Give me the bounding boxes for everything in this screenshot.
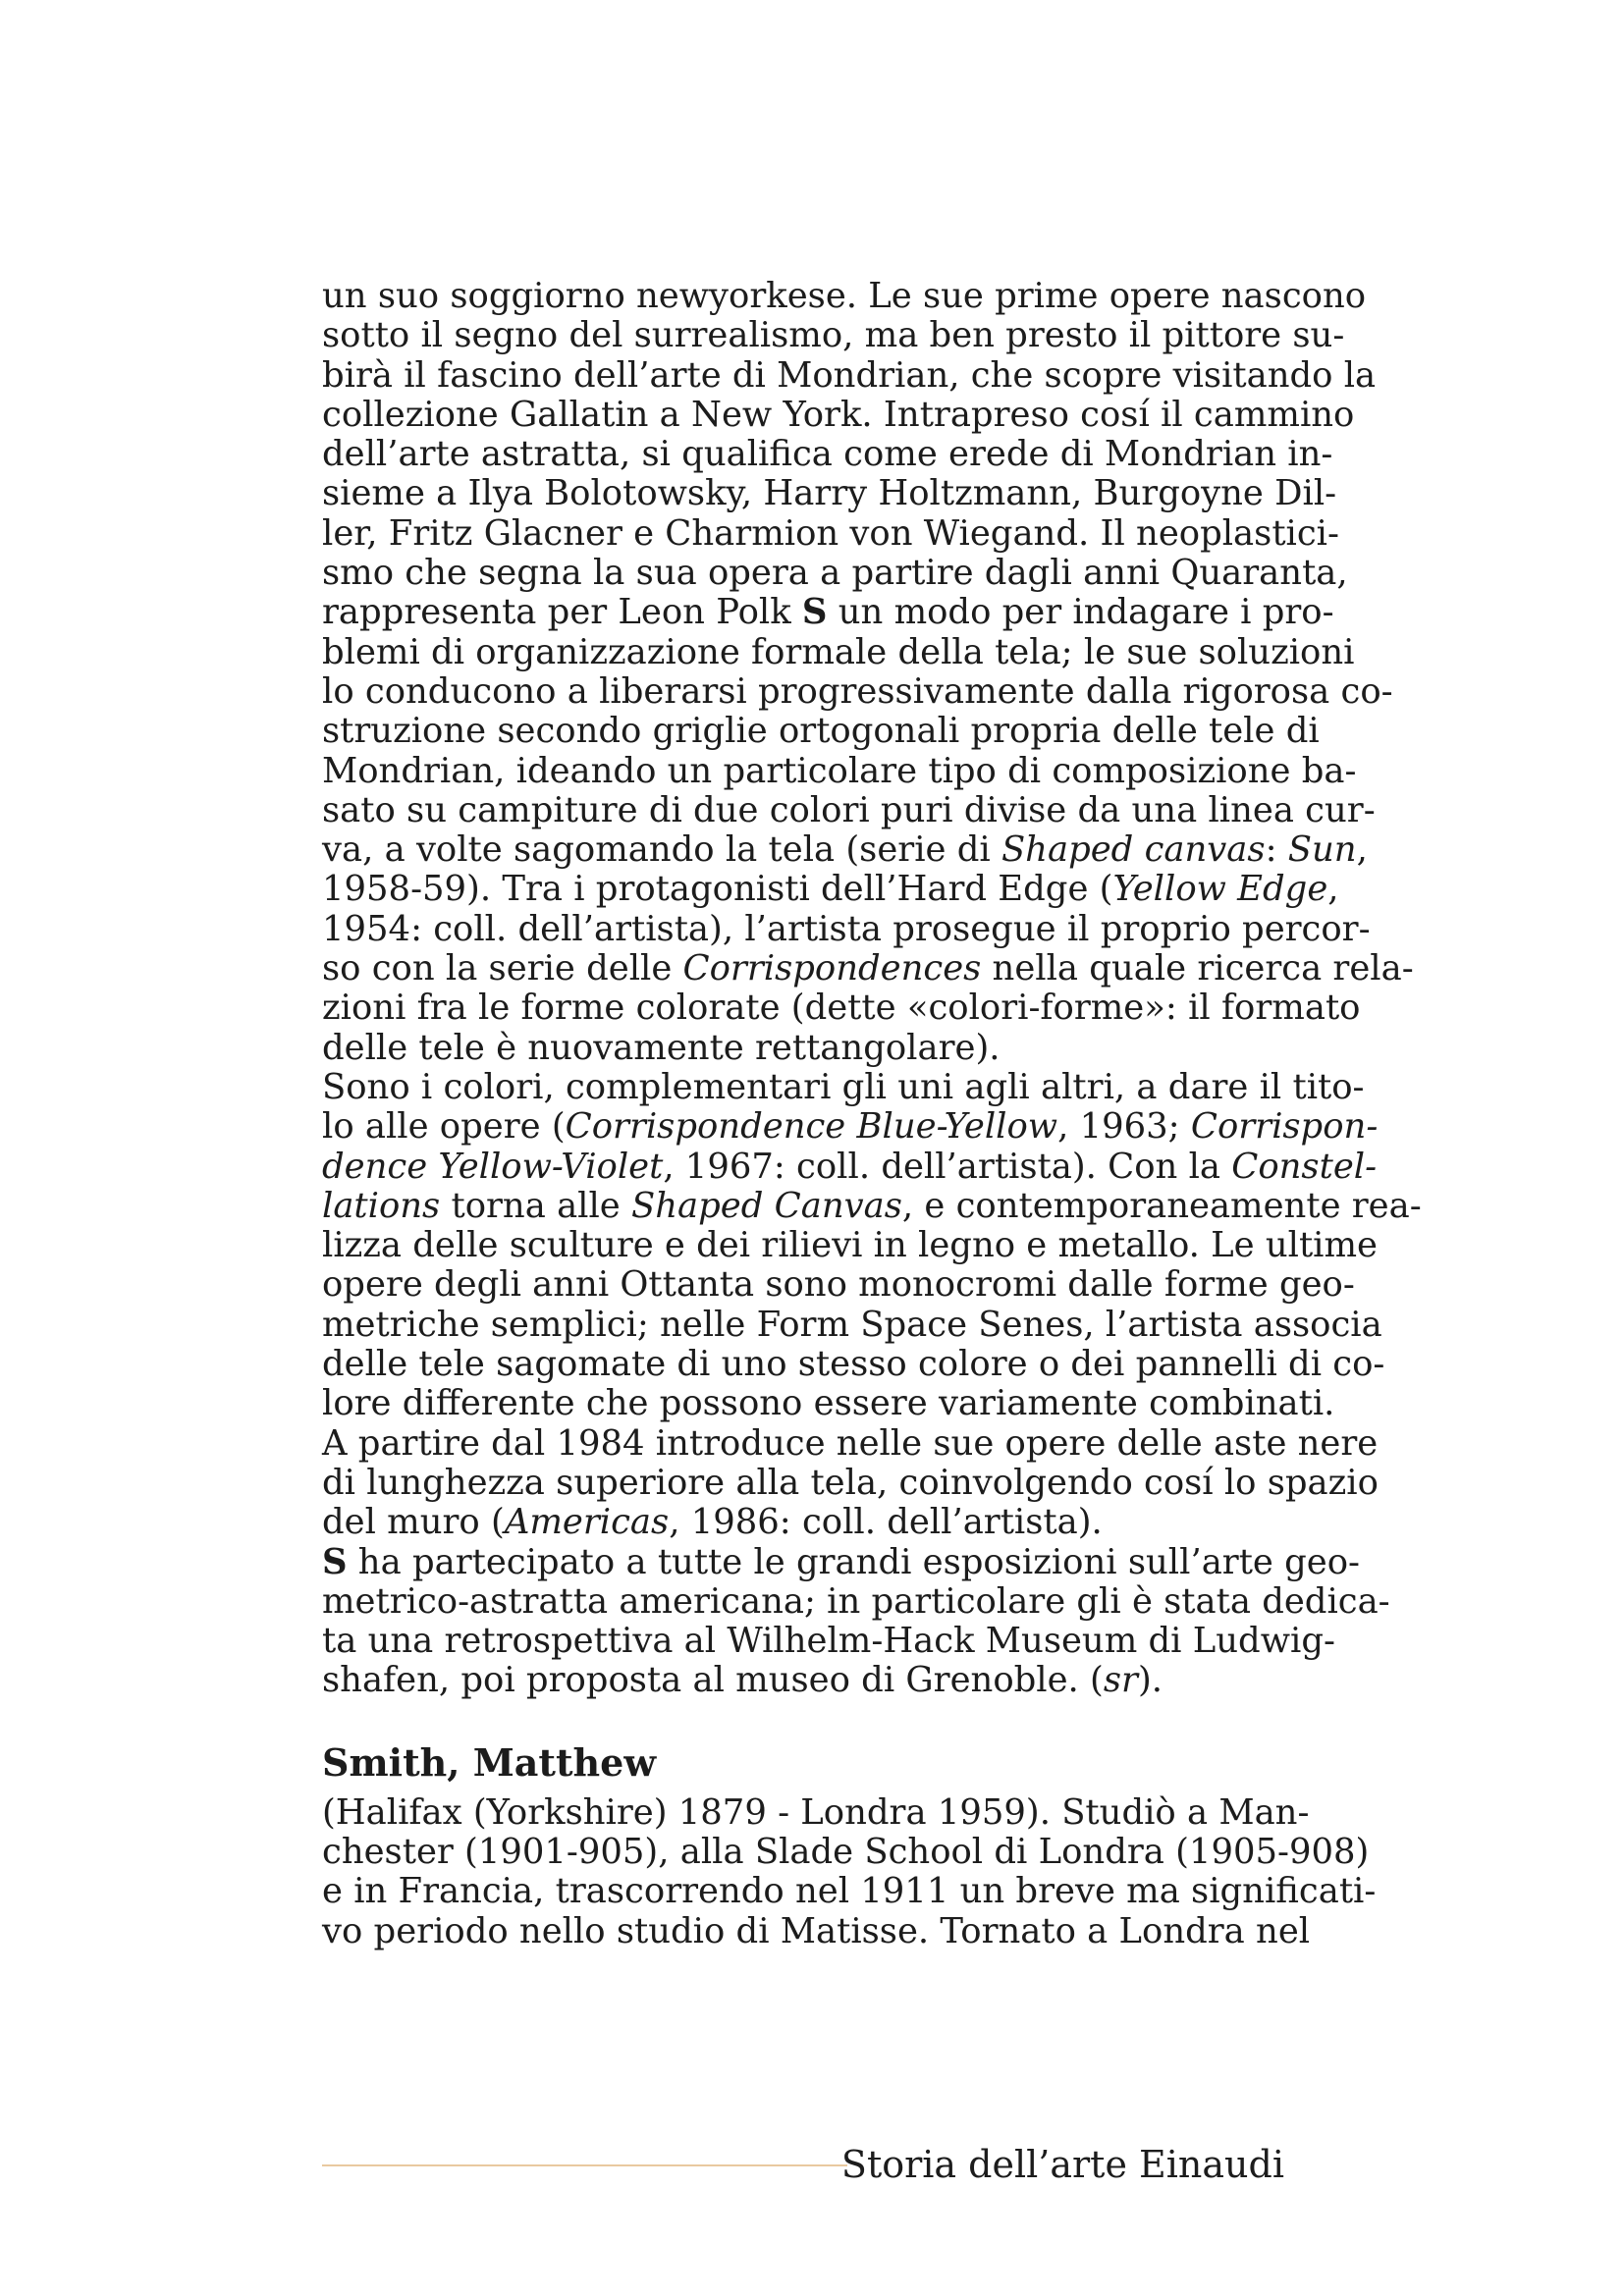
text-line: smo che segna la sua opera a partire dagli anni Quaranta, (322, 553, 1348, 594)
text-line: lations torna alle Shaped Canvas, e contemporaneamente rea- (322, 1185, 1422, 1226)
text-line: birà il fascino dell’arte di Mondrian, che scopre visitando la (322, 354, 1377, 396)
text-line: sotto il segno del surrealismo, ma ben presto il pittore su- (322, 315, 1345, 356)
bold-run: S (322, 1541, 348, 1582)
paragraph (322, 1791, 1377, 1951)
text-line: 1958-59). Tra i protagonisti dell’Hard Edge (Yellow Edge, (322, 869, 1339, 910)
text-line: delle tele sagomate di uno stesso colore o dei pannelli di co- (322, 1344, 1385, 1385)
text-line: Sono i colori, complementari gli uni agli altri, a dare il tito- (322, 1066, 1365, 1107)
text-line: 1954: coll. dell’artista), l’artista prosegue il proprio percor- (322, 908, 1371, 949)
bold-run: S (801, 592, 828, 633)
text-line: lizza delle sculture e dei rilievi in legno e metallo. Le ultime (322, 1225, 1378, 1266)
text-line: metrico-astratta americana; in particolare gli è stata dedica- (322, 1580, 1390, 1622)
text-line: zioni fra le forme colorate (dette «colori-forme»: il formato (322, 988, 1361, 1029)
text-line: dence Yellow-Violet, 1967: coll. dell’artista). Con la Constel- (322, 1146, 1378, 1187)
italic-run: dence Yellow-Violet (322, 1146, 664, 1187)
italic-run: sr (1103, 1660, 1138, 1701)
text-line: struzione secondo griglie ortogonali propria delle tele di (322, 711, 1320, 752)
text-line: va, a volte sagomando la tela (serie di Shaped canvas: Sun, (322, 829, 1368, 871)
footer-rule (322, 2164, 847, 2166)
italic-run: Corrispondence Blue-Yellow (565, 1106, 1058, 1148)
text-line: Mondrian, ideando un particolare tipo di composizione ba- (322, 750, 1357, 791)
paragraph (322, 276, 1414, 1068)
text-line: so con la serie delle Corrispondences nella quale ricerca rela- (322, 948, 1414, 989)
text-line: S ha partecipato a tutte le grandi esposizioni sull’arte geo- (322, 1541, 1360, 1582)
text-line: lo conducono a liberarsi progressivamente dalla rigorosa co- (322, 670, 1393, 712)
italic-run: Americas (504, 1502, 670, 1543)
italic-run: Sun (1287, 829, 1357, 871)
text-line: chester (1901-905), alla Slade School di Londra (1905-908) (322, 1831, 1370, 1872)
text-line: shafen, poi proposta al museo di Grenoble. (sr). (322, 1660, 1163, 1701)
italic-run: Corrispon- (1190, 1106, 1379, 1148)
text-line: collezione Gallatin a New York. Intrapreso cosí il cammino (322, 394, 1355, 435)
paragraph (322, 1066, 1422, 1424)
text-line: opere degli anni Ottanta sono monocromi dalle forme geo- (322, 1264, 1355, 1306)
text-line: sato su campiture di due colori puri divise da una linea cur- (322, 789, 1376, 830)
text-line: lo alle opere (Corrispondence Blue-Yellow, 1963; Corrispon- (322, 1106, 1379, 1148)
text-line: vo periodo nello studio di Matisse. Tornato a Londra nel (322, 1910, 1311, 1951)
text-line: A partire dal 1984 introduce nelle sue opere delle aste nere (322, 1422, 1379, 1464)
text-line: lore differente che possono essere variamente combinati. (322, 1383, 1335, 1424)
entry-heading: Smith, Matthew (322, 1739, 657, 1785)
text-line: rappresenta per Leon Polk S un modo per indagare i pro- (322, 592, 1334, 633)
italic-run: lations (322, 1185, 441, 1226)
text-line: sieme a Ilya Bolotowsky, Harry Holtzmann, Burgoyne Dil- (322, 473, 1337, 514)
text-line: un suo soggiorno newyorkese. Le sue prime opere nascono (322, 276, 1367, 316)
italic-run: Shaped Canvas (631, 1185, 902, 1226)
text-line: dell’arte astratta, si qualifica come erede di Mondrian in- (322, 434, 1333, 475)
paragraph (322, 1422, 1379, 1543)
text-line: delle tele è nuovamente rettangolare). (322, 1027, 1001, 1068)
italic-run: Corrispondences (682, 948, 982, 989)
page-footer (322, 2143, 1284, 2186)
text-line: ta una retrospettiva al Wilhelm-Hack Museum di Ludwig- (322, 1621, 1335, 1662)
text-line: (Halifax (Yorkshire) 1879 - Londra 1959). Studiò a Man- (322, 1791, 1310, 1833)
text-line: di lunghezza superiore alla tela, coinvolgendo cosí lo spazio (322, 1462, 1379, 1503)
text-line: metriche semplici; nelle Form Space Senes, l’artista associa (322, 1304, 1382, 1345)
text-line: ler, Fritz Glacner e Charmion von Wiegand. Il neoplastici- (322, 512, 1339, 554)
paragraph (322, 1541, 1390, 1701)
footer-title: Storia dell’arte Einaudi (840, 2143, 1284, 2186)
text-line: del muro (Americas, 1986: coll. dell’artista). (322, 1502, 1103, 1543)
italic-run: Shaped canvas (1001, 829, 1266, 871)
text-line: blemi di organizzazione formale della tela; le sue soluzioni (322, 631, 1355, 672)
text-line: e in Francia, trascorrendo nel 1911 un breve ma significati- (322, 1871, 1377, 1912)
italic-run: Constel- (1231, 1146, 1378, 1187)
article-body (322, 276, 1422, 1951)
italic-run: Yellow Edge (1112, 869, 1328, 910)
